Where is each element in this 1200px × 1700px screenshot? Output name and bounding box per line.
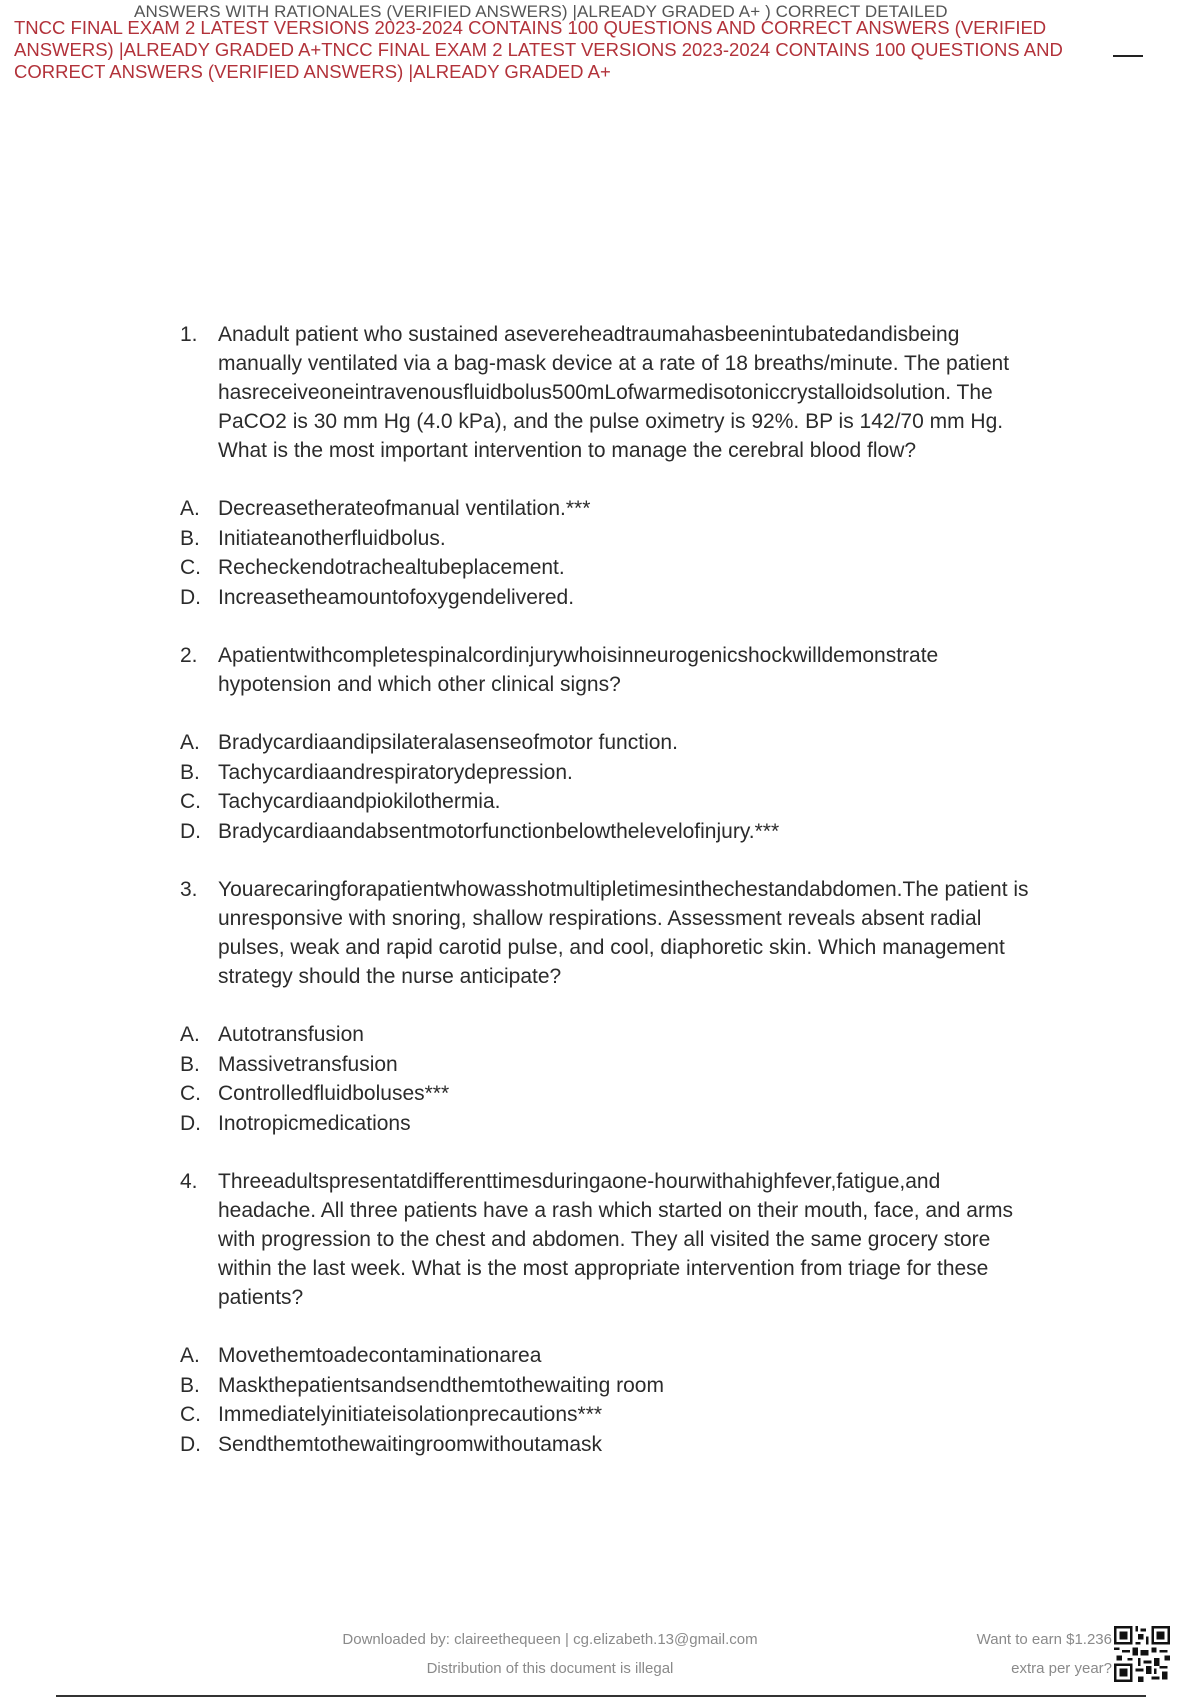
option-text: Autotransfusion <box>218 1023 364 1046</box>
question-number: 2. <box>180 644 198 667</box>
option-text: Increasetheamountofoxygendelivered. <box>218 585 575 609</box>
answer-option <box>180 494 1080 524</box>
distribution-notice: Distribution of this document is illegal <box>426 1660 674 1677</box>
question-text-line: pulses, weak and rapid carotid pulse, and cool, diaphoretic skin. Which management <box>218 936 1005 959</box>
title-line-2: ANSWERS) |ALREADY GRADED A+TNCC FINAL EXAM 2 LATEST VERSIONS 2023-2024 CONTAINS 100 QUESTIONS AND <box>14 39 1063 60</box>
question-3 <box>180 875 1080 991</box>
option-letter: C. <box>180 1082 201 1105</box>
option-text: Immediatelyinitiateisolationprecautions*** <box>218 1403 603 1426</box>
option-text: Sendthemtothewaitingroomwithoutamask <box>218 1432 603 1456</box>
question-text-line: within the last week. What is the most appropriate intervention from triage for these <box>218 1257 989 1280</box>
option-letter: D. <box>180 585 201 609</box>
title-line-3: CORRECT ANSWERS (VERIFIED ANSWERS) |ALREADY GRADED A+ <box>14 61 611 82</box>
answer-option <box>180 524 1080 554</box>
qr-code-icon[interactable] <box>1114 1626 1170 1682</box>
question-text-line: Apatientwithcompletespinalcordinjurywhoisinneurogenicshockwilldemonstrate <box>218 644 939 667</box>
question-text-line: patients? <box>218 1286 304 1309</box>
downloaded-by-text: Downloaded by: claireethequeen | cg.elizabeth.13@gmail.com <box>342 1631 758 1648</box>
question-text-line: with progression to the chest and abdomen. They all visited the same grocery store <box>218 1228 991 1251</box>
header-top-line: ANSWERS WITH RATIONALES (VERIFIED ANSWERS) |ALREADY GRADED A+ ) CORRECT DETAILED <box>134 2 948 21</box>
question-text-line: What is the most important intervention to manage the cerebral blood flow? <box>218 439 917 462</box>
option-text: Recheckendotrachealtubeplacement. <box>218 556 565 579</box>
answer-option <box>180 1109 1080 1139</box>
option-text: Controlledfluidboluses*** <box>218 1082 450 1105</box>
option-letter: B. <box>180 526 200 550</box>
option-text: Initiateanotherfluidbolus. <box>218 526 446 550</box>
document-title <box>14 17 1124 83</box>
title-line-1: TNCC FINAL EXAM 2 LATEST VERSIONS 2023-2024 CONTAINS 100 QUESTIONS AND CORRECT ANSWERS (VERIFIED <box>14 17 1047 38</box>
option-letter: C. <box>180 556 201 579</box>
answer-options <box>180 494 1080 612</box>
question-2 <box>180 641 1080 699</box>
earn-promo-line-1[interactable]: Want to earn $1.236 <box>976 1631 1112 1648</box>
option-letter: B. <box>180 1373 200 1397</box>
answer-option <box>180 1020 1080 1050</box>
answer-option <box>180 583 1080 613</box>
option-text: Massivetransfusion <box>218 1052 398 1076</box>
option-text: Bradycardiaandabsentmotorfunctionbelowthelevelofinjury.*** <box>218 819 780 843</box>
footer-rule <box>56 1695 1146 1697</box>
option-text: Tachycardiaandpiokilothermia. <box>218 790 501 813</box>
option-letter: A. <box>180 731 200 754</box>
answer-options <box>180 1020 1080 1138</box>
question-text-line: headache. All three patients have a rash which started on their mouth, face, and arms <box>218 1199 1013 1222</box>
question-text-line: hypotension and which other clinical signs? <box>218 673 621 696</box>
answer-option <box>180 728 1080 758</box>
question-number: 3. <box>180 878 198 901</box>
option-letter: A. <box>180 1023 200 1046</box>
answer-option <box>180 553 1080 583</box>
option-letter: A. <box>180 497 200 520</box>
option-letter: C. <box>180 1403 201 1426</box>
option-text: Maskthepatientsandsendthemtothewaiting room <box>218 1373 664 1397</box>
option-letter: B. <box>180 760 200 784</box>
earn-promo-line-2[interactable]: extra per year? <box>1011 1660 1112 1677</box>
option-letter: A. <box>180 1344 200 1367</box>
answer-options <box>180 728 1080 846</box>
answer-option <box>180 1400 1080 1430</box>
question-4 <box>180 1167 1080 1312</box>
option-text: Tachycardiaandrespiratorydepression. <box>218 760 573 784</box>
question-number: 4. <box>180 1170 198 1193</box>
question-text-line: unresponsive with snoring, shallow respirations. Assessment reveals absent radial <box>218 907 982 930</box>
option-letter: D. <box>180 1432 201 1456</box>
option-text: Movethemtoadecontaminationarea <box>218 1344 542 1367</box>
option-letter: D. <box>180 819 201 843</box>
answer-option <box>180 1050 1080 1080</box>
answer-option <box>180 817 1080 847</box>
option-letter: C. <box>180 790 201 813</box>
question-number: 1. <box>180 323 198 346</box>
option-text: Decreasetherateofmanual ventilation.*** <box>218 497 591 520</box>
answer-option <box>180 758 1080 788</box>
question-text-line: strategy should the nurse anticipate? <box>218 965 562 988</box>
answer-option <box>180 1430 1080 1460</box>
question-text-line: Threeadultspresentatdifferenttimesduringaone-hourwithahighfever,fatigue,and <box>218 1170 941 1193</box>
option-text: Inotropicmedications <box>218 1111 411 1135</box>
option-text: Bradycardiaandipsilateralasenseofmotor function. <box>218 731 678 754</box>
question-list <box>180 320 1080 1488</box>
header-underline <box>1113 55 1143 57</box>
answer-option <box>180 787 1080 817</box>
question-text-line: Youarecaringforapatientwhowasshotmultipletimesinthechestandabdomen.The patient is <box>218 878 1029 901</box>
answer-option <box>180 1079 1080 1109</box>
question-text-line: Anadult patient who sustained asevereheadtraumahasbeenintubatedandisbeing <box>218 323 960 346</box>
question-text-line: manually ventilated via a bag-mask device at a rate of 18 breaths/minute. The patient <box>218 352 1010 375</box>
option-letter: B. <box>180 1052 200 1076</box>
answer-options <box>180 1341 1080 1459</box>
question-text-line: hasreceiveoneintravenousfluidbolus500mLofwarmedisotoniccrystalloidsolution. The <box>218 381 993 404</box>
answer-option <box>180 1371 1080 1401</box>
question-1 <box>180 320 1080 465</box>
question-text-line: PaCO2 is 30 mm Hg (4.0 kPa), and the pulse oximetry is 92%. BP is 142/70 mm Hg. <box>218 410 1004 433</box>
answer-option <box>180 1341 1080 1371</box>
option-letter: D. <box>180 1111 201 1135</box>
